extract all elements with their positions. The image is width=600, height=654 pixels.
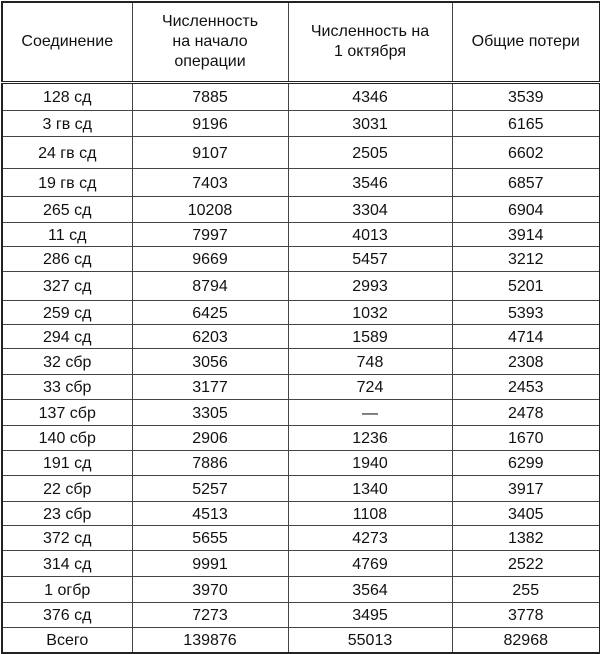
cell-strength-oct1: 1236 xyxy=(288,426,452,451)
cell-total-losses: 6857 xyxy=(452,169,600,197)
cell-strength-start: 9196 xyxy=(132,111,288,137)
cell-unit: 33 сбр xyxy=(2,375,132,400)
cell-total-losses: 5201 xyxy=(452,272,600,301)
cell-strength-oct1: 748 xyxy=(288,349,452,375)
cell-unit: 259 сд xyxy=(2,301,132,325)
cell-strength-start: 9669 xyxy=(132,247,288,272)
cell-strength-start: 7886 xyxy=(132,451,288,476)
cell-unit: 376 сд xyxy=(2,603,132,628)
cell-strength-oct1: — xyxy=(288,400,452,426)
cell-unit: Всего xyxy=(2,628,132,653)
cell-unit: 327 сд xyxy=(2,272,132,301)
cell-strength-start: 7273 xyxy=(132,603,288,628)
cell-strength-oct1: 3495 xyxy=(288,603,452,628)
cell-total-losses: 2478 xyxy=(452,400,600,426)
table-row xyxy=(2,349,600,375)
cell-strength-oct1: 3564 xyxy=(288,577,452,603)
table-row xyxy=(2,476,600,502)
cell-unit: 19 гв сд xyxy=(2,169,132,197)
cell-total-losses: 3405 xyxy=(452,502,600,526)
table-row xyxy=(2,426,600,451)
cell-strength-oct1: 3546 xyxy=(288,169,452,197)
cell-unit: 11 сд xyxy=(2,223,132,247)
table-row xyxy=(2,325,600,349)
cell-total-losses: 5393 xyxy=(452,301,600,325)
cell-total-losses: 1382 xyxy=(452,526,600,551)
header-line: Общие потери xyxy=(471,33,580,50)
cell-total-losses: 2308 xyxy=(452,349,600,375)
cell-strength-oct1: 4273 xyxy=(288,526,452,551)
cell-strength-start: 2906 xyxy=(132,426,288,451)
cell-total-losses: 3212 xyxy=(452,247,600,272)
cell-strength-oct1: 2993 xyxy=(288,272,452,301)
cell-strength-oct1: 3304 xyxy=(288,197,452,223)
cell-unit: 32 сбр xyxy=(2,349,132,375)
table-row xyxy=(2,400,600,426)
column-header-unit xyxy=(2,2,132,83)
table-row xyxy=(2,551,600,577)
cell-total-losses: 2522 xyxy=(452,551,600,577)
cell-strength-start: 6425 xyxy=(132,301,288,325)
cell-unit: 286 сд xyxy=(2,247,132,272)
cell-total-losses: 4714 xyxy=(452,325,600,349)
cell-unit: 140 сбр xyxy=(2,426,132,451)
cell-total-losses: 6165 xyxy=(452,111,600,137)
table-row xyxy=(2,301,600,325)
header-line: 1 октября xyxy=(334,43,406,60)
cell-total-losses: 6299 xyxy=(452,451,600,476)
cell-strength-start: 3305 xyxy=(132,400,288,426)
cell-strength-start: 8794 xyxy=(132,272,288,301)
header-line: операции xyxy=(174,53,246,70)
cell-unit: 22 сбр xyxy=(2,476,132,502)
cell-total-losses: 3914 xyxy=(452,223,600,247)
cell-unit: 1 огбр xyxy=(2,577,132,603)
cell-unit: 137 сбр xyxy=(2,400,132,426)
cell-strength-oct1: 5457 xyxy=(288,247,452,272)
cell-strength-oct1: 3031 xyxy=(288,111,452,137)
cell-total-losses: 2453 xyxy=(452,375,600,400)
cell-unit: 294 сд xyxy=(2,325,132,349)
cell-strength-start: 5655 xyxy=(132,526,288,551)
total-row xyxy=(2,628,600,653)
table-row xyxy=(2,577,600,603)
table-row xyxy=(2,247,600,272)
cell-strength-start: 3056 xyxy=(132,349,288,375)
cell-strength-start: 9107 xyxy=(132,137,288,169)
cell-strength-start: 7997 xyxy=(132,223,288,247)
cell-total-losses: 3778 xyxy=(452,603,600,628)
cell-total-losses: 3917 xyxy=(452,476,600,502)
cell-strength-oct1: 4769 xyxy=(288,551,452,577)
table-row xyxy=(2,197,600,223)
cell-strength-oct1: 4013 xyxy=(288,223,452,247)
header-line: Соединение xyxy=(21,33,114,50)
cell-unit: 265 сд xyxy=(2,197,132,223)
cell-strength-oct1: 2505 xyxy=(288,137,452,169)
table-row xyxy=(2,375,600,400)
cell-strength-oct1: 724 xyxy=(288,375,452,400)
table-row xyxy=(2,111,600,137)
table-row xyxy=(2,83,600,111)
unit-losses-table xyxy=(1,1,600,654)
cell-strength-oct1: 1589 xyxy=(288,325,452,349)
cell-total-losses: 3539 xyxy=(452,83,600,111)
table-row xyxy=(2,502,600,526)
cell-unit: 314 сд xyxy=(2,551,132,577)
cell-strength-start: 139876 xyxy=(132,628,288,653)
table-row xyxy=(2,526,600,551)
cell-strength-start: 6203 xyxy=(132,325,288,349)
table-row xyxy=(2,137,600,169)
cell-total-losses: 1670 xyxy=(452,426,600,451)
table-row xyxy=(2,169,600,197)
column-header-total-losses xyxy=(452,2,600,83)
cell-strength-oct1: 1340 xyxy=(288,476,452,502)
cell-strength-oct1: 1032 xyxy=(288,301,452,325)
cell-unit: 372 сд xyxy=(2,526,132,551)
table-row xyxy=(2,451,600,476)
cell-total-losses: 255 xyxy=(452,577,600,603)
cell-strength-oct1: 4346 xyxy=(288,83,452,111)
cell-strength-start: 3177 xyxy=(132,375,288,400)
header-line: Численность на xyxy=(310,23,430,40)
cell-strength-start: 4513 xyxy=(132,502,288,526)
cell-unit: 23 сбр xyxy=(2,502,132,526)
header-line: на начало xyxy=(172,33,248,50)
table-row xyxy=(2,603,600,628)
table-body xyxy=(2,83,600,653)
cell-strength-oct1: 1108 xyxy=(288,502,452,526)
cell-unit: 128 сд xyxy=(2,83,132,111)
cell-strength-start: 9991 xyxy=(132,551,288,577)
cell-strength-start: 10208 xyxy=(132,197,288,223)
header-row xyxy=(2,2,600,83)
cell-strength-oct1: 1940 xyxy=(288,451,452,476)
column-header-strength-oct1 xyxy=(288,2,452,83)
cell-strength-start: 7885 xyxy=(132,83,288,111)
cell-unit: 24 гв сд xyxy=(2,137,132,169)
cell-total-losses: 6904 xyxy=(452,197,600,223)
table-row xyxy=(2,223,600,247)
table-header xyxy=(2,2,600,83)
cell-unit: 3 гв сд xyxy=(2,111,132,137)
cell-strength-start: 3970 xyxy=(132,577,288,603)
cell-total-losses: 82968 xyxy=(452,628,600,653)
cell-strength-oct1: 55013 xyxy=(288,628,452,653)
cell-strength-start: 5257 xyxy=(132,476,288,502)
cell-strength-start: 7403 xyxy=(132,169,288,197)
cell-unit: 191 сд xyxy=(2,451,132,476)
cell-total-losses: 6602 xyxy=(452,137,600,169)
table-row xyxy=(2,272,600,301)
column-header-strength-start xyxy=(132,2,288,83)
header-line: Численность xyxy=(161,13,259,30)
